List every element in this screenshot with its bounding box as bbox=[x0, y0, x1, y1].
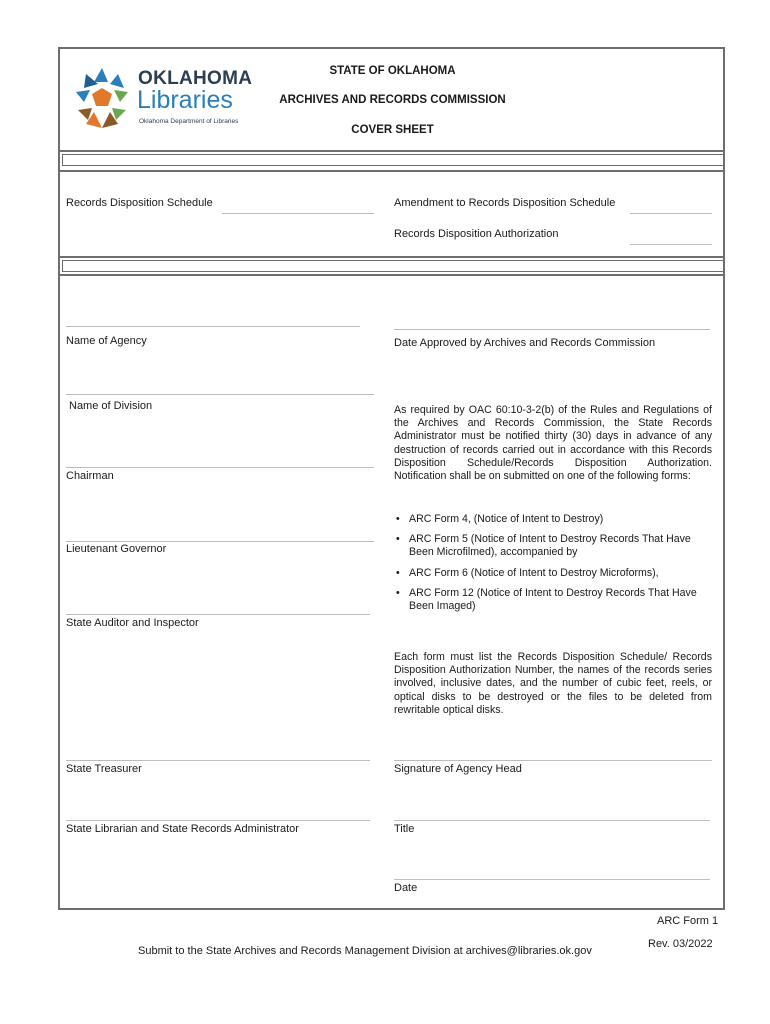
date-label: Date bbox=[394, 882, 418, 894]
division-label: Name of Division bbox=[69, 400, 153, 412]
lieutenant-governor-signature-field[interactable] bbox=[66, 541, 374, 542]
logo-wordmark-bottom: Libraries bbox=[137, 86, 233, 114]
librarian-label: State Librarian and State Records Administrator bbox=[66, 823, 299, 835]
title-commission: ARCHIVES AND RECORDS COMMISSION bbox=[279, 94, 506, 106]
division-field[interactable] bbox=[66, 394, 374, 395]
authorization-label: Records Disposition Authorization bbox=[394, 228, 559, 240]
agency-label: Name of Agency bbox=[66, 335, 147, 347]
section-divider bbox=[58, 274, 725, 276]
amendment-field[interactable] bbox=[630, 213, 712, 214]
date-approved-label: Date Approved by Archives and Records Commission bbox=[394, 337, 656, 349]
chairman-signature-field[interactable] bbox=[66, 467, 374, 468]
amendment-label: Amendment to Records Disposition Schedule bbox=[394, 197, 616, 209]
treasurer-signature-field[interactable] bbox=[66, 760, 370, 761]
list-item: • ARC Form 12 (Notice of Intent to Destroy Records That Have Been Imaged) bbox=[394, 587, 714, 613]
title-label: Title bbox=[394, 823, 415, 835]
separator-bar bbox=[62, 260, 724, 272]
logo-wordmark-top: OKLAHOMA bbox=[138, 68, 253, 89]
revision-date: Rev. 03/2022 bbox=[648, 938, 713, 950]
list-item: • ARC Form 4, (Notice of Intent to Destroy) bbox=[394, 513, 714, 526]
date-field[interactable] bbox=[394, 879, 710, 880]
agency-field[interactable] bbox=[66, 326, 360, 327]
separator-bar bbox=[62, 154, 724, 166]
title-field[interactable] bbox=[394, 820, 710, 821]
submit-note: Submit to the State Archives and Records Management Division at archives@libraries.ok.gov bbox=[138, 945, 592, 957]
section-divider bbox=[58, 170, 725, 172]
star-emblem-icon bbox=[72, 66, 132, 132]
oklahoma-libraries-logo bbox=[72, 66, 258, 132]
records-disposition-schedule-field[interactable] bbox=[222, 213, 374, 214]
treasurer-label: State Treasurer bbox=[66, 763, 142, 775]
each-form-paragraph: Each form must list the Records Disposition Schedule/ Records Disposition Authorization Number, the names of the records series involved, inclusive dates, and the number of cubic feet, reels, or optical disks to be destroyed or the files to be deleted from rewritable optical disks. bbox=[394, 651, 712, 716]
librarian-signature-field[interactable] bbox=[66, 820, 370, 821]
forms-list bbox=[394, 513, 714, 613]
title-cover-sheet: COVER SHEET bbox=[351, 124, 434, 136]
lieutenant-governor-label: Lieutenant Governor bbox=[66, 543, 167, 555]
section-divider bbox=[58, 256, 725, 258]
logo-tagline: Oklahoma Department of Libraries bbox=[139, 118, 239, 125]
signature-field[interactable] bbox=[394, 760, 712, 761]
signature-label: Signature of Agency Head bbox=[394, 763, 522, 775]
auditor-label: State Auditor and Inspector bbox=[66, 617, 199, 629]
authorization-field[interactable] bbox=[630, 244, 712, 245]
header-divider bbox=[58, 150, 725, 152]
form-id: ARC Form 1 bbox=[657, 915, 719, 927]
chairman-label: Chairman bbox=[66, 470, 114, 482]
date-approved-field[interactable] bbox=[394, 329, 710, 330]
list-item: • ARC Form 6 (Notice of Intent to Destroy Microforms), bbox=[394, 567, 714, 580]
title-state: STATE OF OKLAHOMA bbox=[329, 65, 456, 77]
auditor-signature-field[interactable] bbox=[66, 614, 370, 615]
list-item: • ARC Form 5 (Notice of Intent to Destroy Records That Have Been Microfilmed), accompanied by bbox=[394, 533, 714, 559]
records-disposition-schedule-label: Records Disposition Schedule bbox=[66, 197, 213, 209]
notice-paragraph: As required by OAC 60:10-3-2(b) of the Rules and Regulations of the Archives and Records Commission, the State Records Administrator must be notified thirty (30) days in advance of any destruction of records carried out in accordance with this Records Disposition Schedule/Records Disposition Authorization. Notification shall be on submitted on one of the following forms: bbox=[394, 404, 712, 483]
